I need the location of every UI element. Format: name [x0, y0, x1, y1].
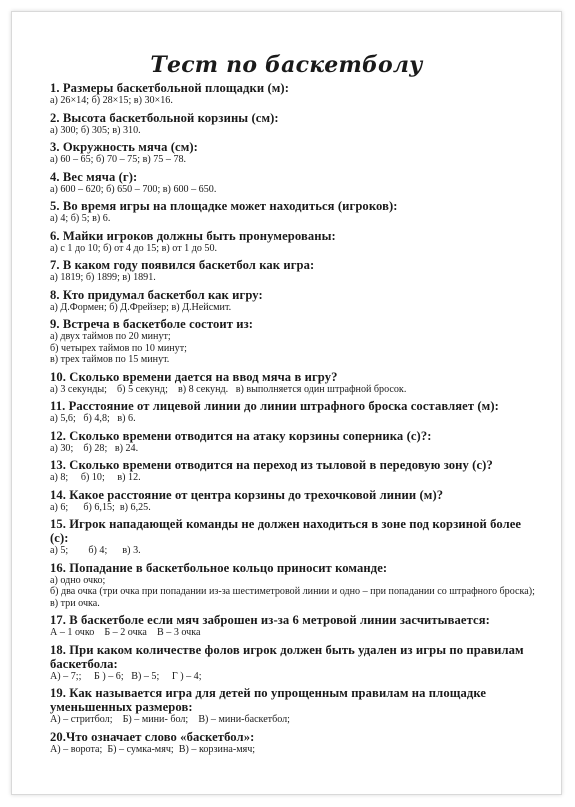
question-1: 1. Размеры баскетбольной площадки (м):	[50, 81, 290, 95]
answer-line: а) 4; б) 5; в) 6.	[50, 213, 111, 224]
question-9: 9. Встреча в баскетболе состоит из:	[50, 317, 254, 331]
answer-options-2	[50, 125, 540, 137]
question-5: 5. Во время игры на площадке может находиться (игроков):	[50, 199, 398, 213]
question-10: 10. Сколько времени дается на ввод мяча в игру?	[50, 369, 338, 384]
question-14: 14. Какое расстояние от центра корзины до трехочковой линии (м)?	[50, 487, 444, 502]
answer-line: а) 60 – 65; б) 70 – 75; в) 75 – 78.	[50, 154, 187, 165]
answer-options-13	[50, 472, 540, 484]
answer-options-12	[50, 443, 540, 455]
answer-line: а) 30; б) 28; в) 24.	[50, 442, 139, 454]
page-title: Тест по баскетболу	[150, 52, 423, 78]
answer-options-19	[50, 714, 540, 726]
question-11: 11. Расстояние от лицевой линии до линии штрафного броска составляет (м):	[50, 399, 499, 413]
test-sheet	[11, 11, 562, 795]
answer-options-6	[50, 243, 540, 255]
answer-line: а) 5; б) 4; в) 3.	[50, 545, 141, 556]
answer-line: а) 26×14; б) 28×15; в) 30×16.	[50, 95, 173, 106]
question-list	[50, 81, 553, 759]
question-3: 3. Окружность мяча (см):	[50, 140, 198, 154]
answer-options-5	[50, 213, 540, 225]
question-8: 8. Кто придумал баскетбол как игру:	[50, 287, 263, 302]
answer-line: а) одно очко;	[50, 574, 106, 586]
answer-options-20	[50, 744, 540, 756]
question-20: 20.Что означает слово «баскетбол»:	[50, 729, 255, 744]
answer-line: а) Д.Формен; б) Д.Фрейзер; в) Д.Нейсмит.	[50, 301, 232, 313]
answer-line: а) 3 секунды; б) 5 секунд; в) 8 секунд. в) выполняется один штрафной бросок.	[50, 383, 407, 395]
answer-line: а) 8; б) 10; в) 12.	[50, 472, 141, 483]
answer-options-17	[50, 627, 540, 639]
answer-options-10	[50, 384, 540, 396]
answer-options-16	[50, 574, 553, 610]
question-19: 19. Как называется игра для детей по упрощенным правилам на площадке уменьшенных размеров:	[50, 686, 487, 714]
question-12: 12. Сколько времени отводится на атаку корзины соперника (с)?:	[50, 428, 432, 443]
question-17: 17. В баскетболе если мяч заброшен из-за 6 метровой линии засчитывается:	[50, 613, 490, 627]
answer-options-1	[50, 95, 540, 107]
answer-options-14	[50, 502, 540, 514]
question-2: 2. Высота баскетбольной корзины (см):	[50, 110, 279, 125]
answer-line: в) трех таймов по 15 минут.	[50, 354, 170, 365]
answer-line: б) два очка (три очка при попадании из-за шестиметровой линии и одно – при попадании со штрафного броска); в) три очка.	[50, 586, 553, 609]
answer-options-7	[50, 272, 540, 284]
answer-line: а) 600 – 620; б) 650 – 700; в) 600 – 650.	[50, 183, 217, 195]
answer-line: а) 6; б) 6,15; в) 6,25.	[50, 501, 151, 513]
answer-options-9	[50, 331, 540, 366]
answer-line: А) – 7;; Б ) – 6; В) – 5; Г ) – 4;	[50, 670, 202, 682]
answer-line: а) 5,6; б) 4,8; в) 6.	[50, 413, 136, 424]
answer-line: а) 300; б) 305; в) 310.	[50, 124, 141, 136]
answer-options-18	[50, 671, 540, 683]
answer-options-4	[50, 184, 540, 196]
question-4: 4. Вес мяча (г):	[50, 169, 138, 184]
answer-options-11	[50, 413, 540, 425]
answer-line: А – 1 очко Б – 2 очка В – 3 очка	[50, 627, 201, 638]
answer-line: А) – ворота; Б) – сумка-мяч; В) – корзина-мяч;	[50, 743, 256, 755]
question-6: 6. Майки игроков должны быть пронумерованы:	[50, 228, 336, 243]
question-13: 13. Сколько времени отводится на переход из тыловой в передовую зону (с)?	[50, 458, 493, 472]
answer-line: б) четырех таймов по 10 минут;	[50, 342, 187, 354]
answer-line: А) – стритбол; Б) – мини- бол; В) – мини-баскетбол;	[50, 714, 290, 725]
question-15: 15. Игрок нападающей команды не должен находиться в зоне под корзиной более (с):	[50, 517, 522, 545]
answer-line: а) двух таймов по 20 минут;	[50, 331, 171, 342]
question-7: 7. В каком году появился баскетбол как игра:	[50, 258, 315, 272]
answer-line: а) с 1 до 10; б) от 4 до 15; в) от 1 до 50.	[50, 242, 218, 254]
answer-options-8	[50, 302, 540, 314]
answer-line: а) 1819; б) 1899; в) 1891.	[50, 272, 156, 283]
question-18: 18. При каком количестве фолов игрок должен быть удален из игры по правилам баскетбола:	[50, 642, 524, 671]
answer-options-15	[50, 545, 540, 557]
question-16: 16. Попадание в баскетбольное кольцо приносит команде:	[50, 560, 388, 575]
answer-options-3	[50, 154, 540, 166]
